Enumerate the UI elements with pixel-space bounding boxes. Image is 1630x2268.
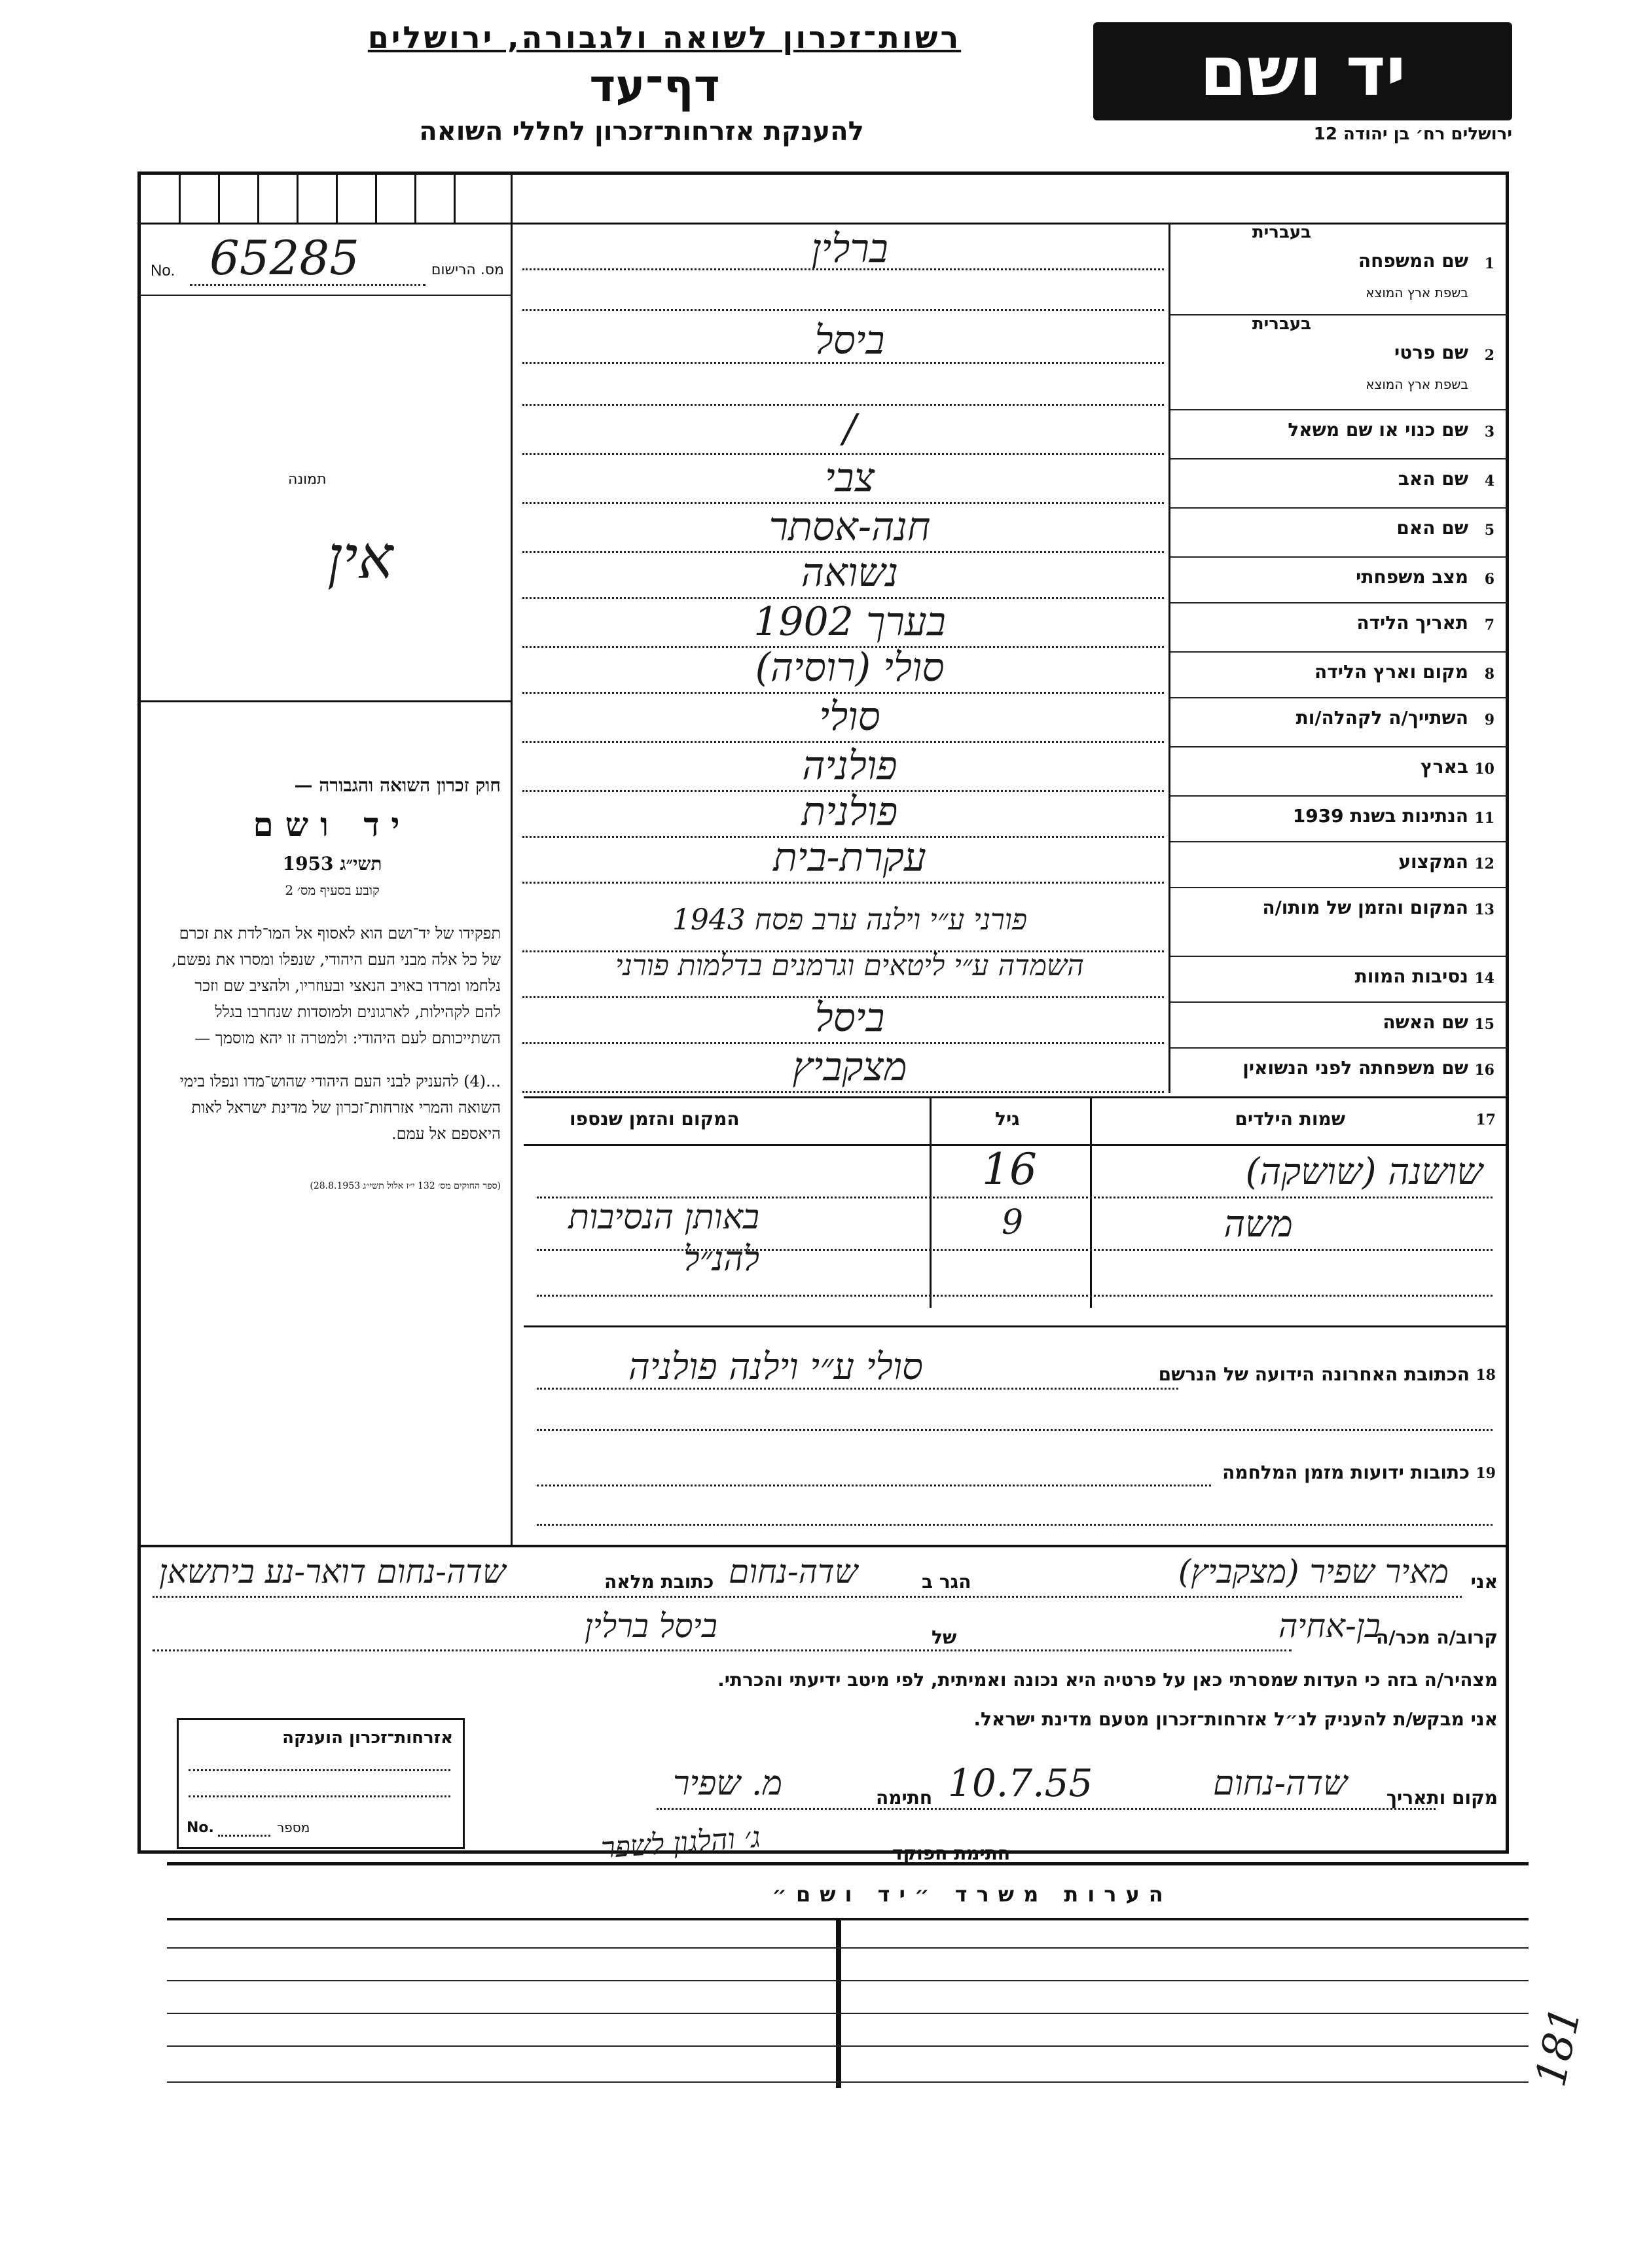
field-num-1: 1 bbox=[1484, 255, 1494, 272]
authority-heading: רשות־זכרון לשואה ולגבורה, ירושלים bbox=[367, 20, 962, 55]
field-value-9: סולי bbox=[819, 694, 880, 740]
field-row-1 bbox=[513, 223, 1508, 314]
children-col-place: המקום והזמן שנספו bbox=[570, 1108, 740, 1130]
field-num-19: 19 bbox=[1476, 1465, 1496, 1482]
field-label-16: שם משפחתה לפני הנשואין bbox=[1242, 1057, 1468, 1079]
logo-address: ירושלים רח׳ בן יהודה 12 bbox=[1313, 124, 1512, 144]
stamp-no-label: No. bbox=[187, 1820, 214, 1836]
decl-relation: בן-אחיה bbox=[1278, 1607, 1381, 1645]
law-clause: קובע בסעיף מס׳ 2 bbox=[285, 882, 380, 898]
field-row-10 bbox=[513, 743, 1508, 795]
registration-no bbox=[151, 230, 507, 288]
child-2-name: משה bbox=[1223, 1203, 1293, 1246]
field-num-16: 16 bbox=[1474, 1062, 1494, 1079]
field-label-11: הנתינות בשנת 1939 bbox=[1292, 805, 1468, 827]
decl-residence: שדה-נחום bbox=[729, 1553, 858, 1591]
address-last-label: הכתובת האחרונה הידועה של הנרשם bbox=[1158, 1363, 1470, 1385]
form-title: דף־עד bbox=[589, 60, 720, 112]
field-num-10: 10 bbox=[1474, 761, 1494, 778]
decl-statement-1: מצהיר/ה בזה כי העדות שמסרתי כאן על פרטיה היא נכונה ואמיתית, לפי מיטב ידיעתי והכרתי. bbox=[717, 1669, 1498, 1691]
field-label-7: תאריך הלידה bbox=[1356, 612, 1468, 634]
children-col-age: גיל bbox=[995, 1108, 1020, 1130]
field-row-9 bbox=[513, 694, 1508, 746]
law-text-block bbox=[164, 772, 501, 1199]
field-num-7: 7 bbox=[1484, 617, 1494, 634]
margin-note: 181 bbox=[1527, 2002, 1591, 2091]
decl-officer-label: חתימת הפוקד bbox=[892, 1843, 1011, 1864]
address-section bbox=[524, 1325, 1509, 1545]
child-2-place: באותן הנסיבות להנ״ל bbox=[568, 1198, 759, 1279]
field-label-14: נסיבות המוות bbox=[1354, 965, 1468, 987]
field-label-13: המקום והזמן של מותו/ה bbox=[1262, 897, 1468, 918]
field-value-1: ברלין bbox=[811, 226, 888, 272]
field-value-6: נשואה bbox=[801, 550, 899, 596]
field-num-9: 9 bbox=[1484, 711, 1494, 729]
child-1-name: שושנה (שושקה) bbox=[1245, 1151, 1483, 1193]
field-num-3: 3 bbox=[1484, 423, 1494, 441]
field-hebrew-label-1: בעברית bbox=[1252, 223, 1311, 242]
yad-vashem-logo: יד ושם bbox=[1093, 22, 1512, 120]
field-num-18: 18 bbox=[1476, 1367, 1496, 1384]
field-label-3: שם כנוי או שם משאל bbox=[1288, 419, 1468, 441]
field-value-12: עקרת-בית bbox=[773, 835, 926, 880]
law-year: תשי״ג 1953 bbox=[282, 853, 382, 874]
field-num-14: 14 bbox=[1474, 970, 1494, 987]
reg-no-label: No. bbox=[151, 262, 175, 279]
field-value-2: ביסל bbox=[814, 317, 885, 363]
law-name: יד ושם bbox=[253, 805, 412, 844]
top-grid-boxes bbox=[139, 173, 513, 223]
field-row-3 bbox=[513, 406, 1508, 458]
decl-relative-label: קרוב/ה מכר/ה bbox=[1376, 1627, 1498, 1648]
decl-signature-label: חתימה bbox=[876, 1787, 933, 1809]
child-2-age: 9 bbox=[1002, 1203, 1024, 1242]
office-remarks-section bbox=[167, 1862, 1529, 2085]
decl-residing-label: הגר ב bbox=[922, 1571, 971, 1593]
field-row-7 bbox=[513, 599, 1508, 651]
citizenship-stamp-box bbox=[177, 1718, 465, 1849]
field-sub-label-1: בשפת ארץ המוצא bbox=[1366, 285, 1468, 300]
children-table bbox=[524, 1096, 1509, 1306]
decl-declarant: מאיר שפיר (מצקביץ) bbox=[1178, 1553, 1449, 1591]
field-num-4: 4 bbox=[1484, 473, 1494, 490]
field-value-4: צבי bbox=[824, 455, 875, 501]
decl-full-address-label: כתובת מלאה bbox=[604, 1571, 714, 1593]
field-value-5: חנה-אסתר bbox=[769, 504, 931, 550]
decl-signature: מ. שפיר bbox=[673, 1764, 783, 1803]
field-label-6: מצב משפחתי bbox=[1356, 566, 1468, 588]
field-label-4: שם האב bbox=[1398, 468, 1468, 490]
decl-full-address: שדה-נחום דואר-נע ביתשאן bbox=[159, 1553, 506, 1591]
decl-place-date-label: מקום ותאריך bbox=[1386, 1787, 1498, 1809]
field-num-17: 17 bbox=[1476, 1111, 1496, 1128]
field-num-12: 12 bbox=[1474, 855, 1494, 873]
field-num-15: 15 bbox=[1474, 1016, 1494, 1033]
field-label-5: שם האם bbox=[1396, 517, 1468, 539]
field-sub-label-2: בשפת ארץ המוצא bbox=[1366, 376, 1468, 392]
field-row-16 bbox=[513, 1044, 1508, 1096]
address-war-label: כתובות ידועות מזמן המלחמה bbox=[1222, 1462, 1470, 1483]
address-last-value: סולי ע״י וילנה פולניה bbox=[628, 1346, 923, 1388]
field-row-12 bbox=[513, 835, 1508, 887]
decl-date: 10.7.55 bbox=[948, 1761, 1093, 1805]
form-subtitle: להענקת אזרחות־זכרון לחללי השואה bbox=[419, 117, 864, 147]
decl-of-label: של bbox=[932, 1627, 957, 1648]
law-text-1: תפקידו של יד־ושם הוא לאסוף אל המו־לדת את זכרם של כל אלה מבני העם היהודי, שנפלו ומסרו את נפשם, נלחמו ומרדו באויב הנאצי ובעוזריו, ולהציב שם וזכר להם לקהילות, לארגונים ולמוסדות שנחרבו בגלל השתייכותם לעם היהודי: ולמטרה זו יהא מוסמך — bbox=[172, 924, 501, 1047]
field-label-2: שם פרטי bbox=[1394, 342, 1468, 363]
decl-i-label: אני bbox=[1470, 1571, 1498, 1593]
field-value-11: פולנית bbox=[801, 789, 898, 835]
children-col-names: שמות הילדים bbox=[1235, 1108, 1345, 1130]
law-title: חוק זכרון השואה והגבורה — bbox=[294, 774, 501, 796]
field-label-15: שם האשה bbox=[1383, 1011, 1468, 1033]
field-num-6: 6 bbox=[1484, 571, 1494, 588]
field-value-7: בערך 1902 bbox=[753, 599, 946, 645]
field-num-8: 8 bbox=[1484, 666, 1494, 683]
field-label-1: שם המשפחה bbox=[1358, 250, 1468, 272]
field-row-2 bbox=[513, 314, 1508, 409]
field-value-16: מצקביץ bbox=[792, 1044, 907, 1090]
field-num-11: 11 bbox=[1474, 810, 1494, 827]
decl-statement-2: אני מבקש/ת להעניק לנ״ל אזרחות־זכרון מטעם מדינת ישראל. bbox=[973, 1708, 1498, 1730]
reg-label: מס. הרישום bbox=[431, 262, 504, 278]
field-value-8: סולי (רוסיה) bbox=[755, 645, 945, 691]
stamp-title: אזרחות־זכרון הוענקה bbox=[282, 1728, 453, 1748]
field-row-4 bbox=[513, 455, 1508, 507]
decl-of-name: ביסל ברלין bbox=[585, 1607, 717, 1645]
office-remarks-label: הערות משרד ״יד ושם״ bbox=[772, 1882, 1172, 1907]
decl-place: שדה-נחום bbox=[1213, 1764, 1348, 1803]
field-value-13: פורני ע״י וילנה ערב פסח 1943 bbox=[672, 903, 1028, 937]
field-row-13 bbox=[513, 887, 1508, 956]
law-source: (ספר החוקים מס׳ 132 י״ז אלול תשי״ג 28.8.1953) bbox=[310, 1181, 501, 1191]
stamp-number-label: מספר bbox=[277, 1820, 310, 1835]
field-row-6 bbox=[513, 550, 1508, 602]
reg-number: 65285 bbox=[209, 230, 360, 285]
field-label-9: השתייך/ה לקהלה/ות bbox=[1295, 707, 1468, 729]
decl-officer-signature: ג׳ והלגון לשפר bbox=[600, 1820, 762, 1865]
photo-label: תמונה bbox=[288, 471, 327, 488]
field-value-15: ביסל bbox=[814, 995, 885, 1041]
field-value-3: / bbox=[842, 406, 857, 452]
child-1-age: 16 bbox=[982, 1144, 1037, 1195]
field-row-15 bbox=[513, 995, 1508, 1047]
field-label-10: בארץ bbox=[1421, 756, 1468, 778]
field-value-10: פולניה bbox=[802, 743, 897, 789]
field-label-12: המקצוע bbox=[1398, 851, 1468, 873]
law-text-2: ...(4) להעניק לבני העם היהודי שהוש־מדו ונפלו בימי השואה והמרי אזרחות־זכרון של מדינת ישראל לאות היאספם אל עמם. bbox=[179, 1072, 501, 1143]
field-num-13: 13 bbox=[1474, 901, 1494, 918]
field-hebrew-label-2: בעברית bbox=[1252, 314, 1311, 334]
field-label-8: מקום וארץ הלידה bbox=[1314, 661, 1468, 683]
field-num-2: 2 bbox=[1484, 347, 1494, 364]
field-num-5: 5 bbox=[1484, 522, 1494, 539]
field-row-8 bbox=[513, 645, 1508, 697]
field-value-14: השמדה ע״י ליטאים וגרמנים בדלמות פורני bbox=[615, 949, 1084, 982]
field-row-5 bbox=[513, 504, 1508, 556]
photo-note: אין bbox=[327, 524, 393, 592]
